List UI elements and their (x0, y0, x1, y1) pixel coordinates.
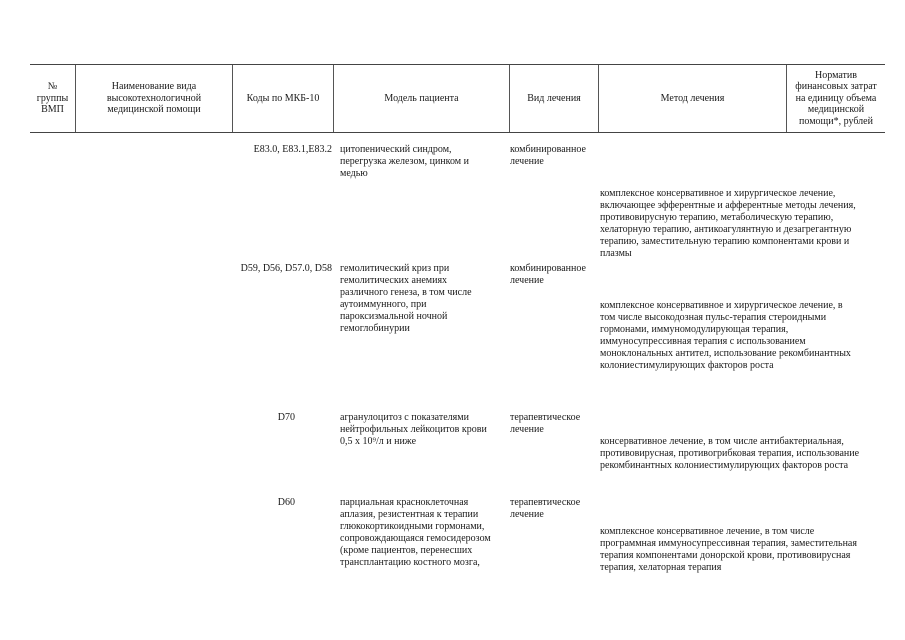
row-1-treatment-type: комбинированное лечение (510, 144, 586, 167)
row-3-treatment-method: консервативное лечение, в том числе антибактериальная, противовирусная, противогрибковая терапия, использование рекомбинантных колониестимулирующих факторов роста (600, 436, 860, 471)
header-group-number: № группы ВМП (36, 81, 69, 116)
table-header (30, 64, 885, 133)
row-2-patient-model: гемолитический криз при гемолитических анемиях различного генеза, в том числе аутоиммунного, при пароксизмальной ночной гемоглобинурии (340, 263, 472, 334)
row-2-treatment-method: комплексное консервативное и хирургическое лечение, в том числе высокодозная пульс-терапия стероидными гормонами, иммуномодулирующая терапия, иммуносупрессивная терапия с использованием моноклональных антител, использование рекомбинантных колониестимулирующих факторов роста (600, 300, 851, 371)
row-4-treatment-type: терапевтическое лечение (510, 497, 581, 520)
row-4-patient-model: парциальная красноклеточная аплазия, резистентная к терапии глюкокортикоидными гормонами, сопровождающаяся гемосидерозом (кроме пациентов, перенесших трансплантацию костного мозга, (340, 497, 491, 568)
row-1-treatment-method: комплексное консервативное и хирургическое лечение, включающее эфферентные и афферентные методы лечения, противовирусную терапию, метаболическую терапию, хелаторную терапию, антикоагулянтную и дезагрегантную терапию, заместительную терапию компонентами крови и плазмы (600, 188, 856, 259)
row-3-icd-codes: D70 (277, 412, 295, 423)
row-4-treatment-method: комплексное консервативное лечение, в том числе программная иммуносупрессивная терапия, заместительная терапия компонентами донорской крови, противовирусная терапия, хелаторная терапия (600, 526, 857, 573)
header-treatment-method: Метод лечения (660, 92, 725, 104)
header-care-type: Наименование вида высокотехнологичной медицинской помощи (106, 81, 202, 116)
header-financial-norm: Норматив финансовых затрат на единицу объема медицинской помощи*, рублей (795, 69, 877, 127)
row-1-patient-model: цитопенический синдром, перегрузка железом, цинком и медью (340, 144, 469, 179)
row-3-treatment-type: терапевтическое лечение (510, 412, 581, 435)
row-2-icd-codes: D59, D56, D57.0, D58 (240, 263, 332, 274)
row-3-patient-model: агранулоцитоз с показателями нейтрофильных лейкоцитов крови 0,5 x 10⁹/л и ниже (340, 412, 487, 447)
row-1-icd-codes: E83.0, E83.1,E83.2 (253, 144, 332, 155)
header-patient-model: Модель пациента (384, 92, 459, 104)
header-treatment-type: Вид лечения (527, 92, 581, 104)
header-icd-codes: Коды по МКБ-10 (246, 92, 320, 104)
row-4-icd-codes: D60 (277, 497, 295, 508)
row-2-treatment-type: комбинированное лечение (510, 263, 586, 286)
